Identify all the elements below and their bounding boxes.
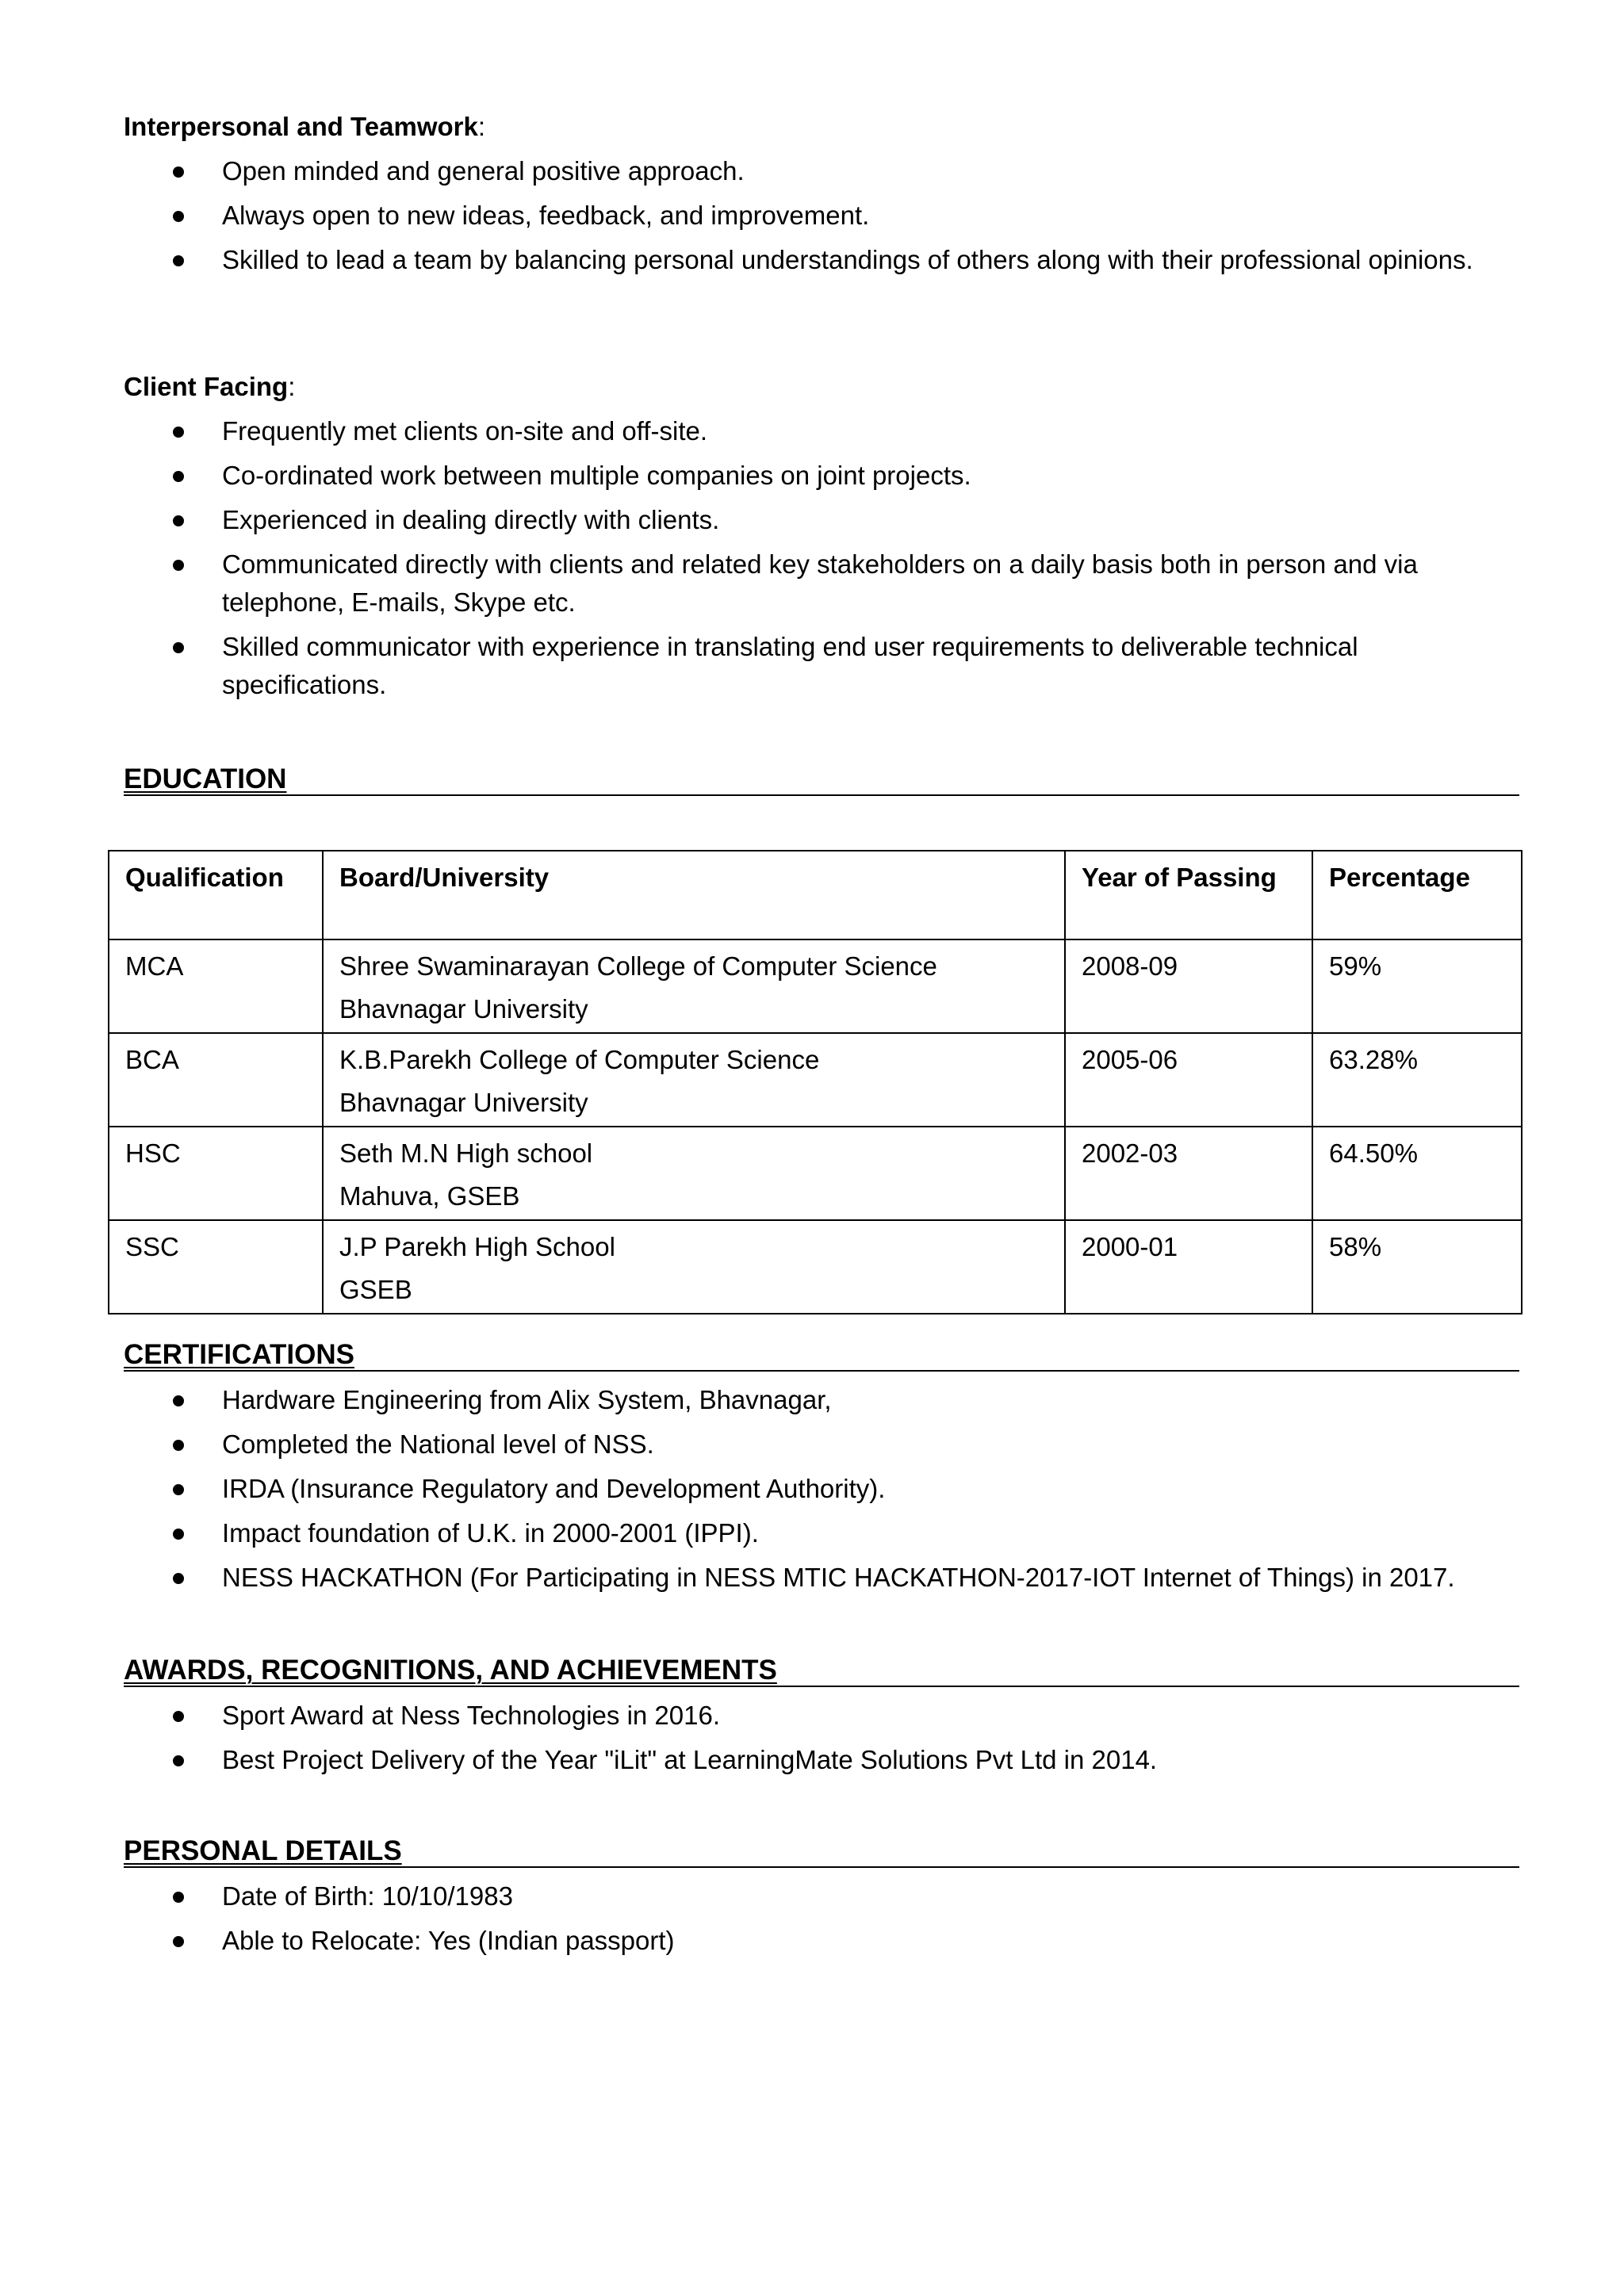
cell-qualification: SSC [109, 1220, 323, 1314]
cell-board-line1: K.B.Parekh College of Computer Science [339, 1045, 820, 1074]
awards-list [124, 1697, 1519, 1785]
cell-qualification: BCA [109, 1033, 323, 1127]
personal-section-title [124, 1831, 1519, 1868]
cell-percentage: 58% [1312, 1220, 1522, 1314]
list-item: IRDA (Insurance Regulatory and Development Authority). [124, 1470, 1519, 1508]
cell-board-line2: Bhavnagar University [339, 994, 588, 1024]
list-item: Able to Relocate: Yes (Indian passport) [124, 1922, 1519, 1960]
list-item: Communicated directly with clients and related key stakeholders on a daily basis both in person and via telephone, E-mails, Skype etc. [124, 545, 1519, 622]
client-facing-heading [124, 371, 295, 403]
cell-year: 2000-01 [1065, 1220, 1312, 1314]
list-item: Hardware Engineering from Alix System, Bhavnagar, [124, 1381, 1519, 1419]
cell-board-line1: Seth M.N High school [339, 1138, 593, 1168]
cell-year: 2008-09 [1065, 939, 1312, 1033]
cell-board-line2: GSEB [339, 1275, 412, 1304]
list-item: Completed the National level of NSS. [124, 1425, 1519, 1464]
header-board-university: Board/University [323, 851, 1065, 939]
header-year-of-passing: Year of Passing [1065, 851, 1312, 939]
list-item: Skilled communicator with experience in translating end user requirements to deliverable technical specifications. [124, 628, 1519, 704]
interpersonal-heading-text: Interpersonal and Teamwork [124, 112, 478, 141]
education-table [108, 850, 1522, 1314]
list-item: Open minded and general positive approach. [124, 152, 1519, 190]
list-item: Experienced in dealing directly with clients. [124, 501, 1519, 539]
interpersonal-heading-colon: : [477, 112, 486, 141]
cell-board-line1: J.P Parekh High School [339, 1232, 615, 1261]
personal-title-text: PERSONAL DETAILS [124, 1835, 402, 1866]
table-header-row [109, 851, 1522, 939]
cell-board-line2: Mahuva, GSEB [339, 1181, 520, 1211]
cell-board [323, 1220, 1065, 1314]
list-item: Co-ordinated work between multiple companies on joint projects. [124, 457, 1519, 495]
awards-title-text: AWARDS, RECOGNITIONS, AND ACHIEVEMENTS [124, 1655, 777, 1686]
cell-percentage: 63.28% [1312, 1033, 1522, 1127]
cell-year: 2005-06 [1065, 1033, 1312, 1127]
list-item: Skilled to lead a team by balancing personal understandings of others along with their professional opinions. [124, 241, 1519, 279]
cell-percentage: 59% [1312, 939, 1522, 1033]
list-item: Impact foundation of U.K. in 2000-2001 (IPPI). [124, 1514, 1519, 1552]
list-item: Best Project Delivery of the Year "iLit" at LearningMate Solutions Pvt Ltd in 2014. [124, 1741, 1519, 1779]
cell-board [323, 1033, 1065, 1127]
cell-board [323, 939, 1065, 1033]
header-percentage: Percentage [1312, 851, 1522, 939]
client-facing-list [124, 412, 1519, 710]
table-row [109, 1033, 1522, 1127]
cell-board [323, 1127, 1065, 1220]
list-item: NESS HACKATHON (For Participating in NESS MTIC HACKATHON-2017-IOT Internet of Things) in 2017. [124, 1559, 1519, 1597]
cell-qualification: MCA [109, 939, 323, 1033]
list-item: Date of Birth: 10/10/1983 [124, 1877, 1519, 1915]
certifications-title-text: CERTIFICATIONS [124, 1339, 355, 1370]
personal-list [124, 1877, 1519, 1966]
table-row [109, 1220, 1522, 1314]
client-facing-heading-text: Client Facing [124, 372, 289, 401]
list-item: Sport Award at Ness Technologies in 2016. [124, 1697, 1519, 1735]
cell-percentage: 64.50% [1312, 1127, 1522, 1220]
certifications-section-title [124, 1335, 1519, 1372]
cell-year: 2002-03 [1065, 1127, 1312, 1220]
list-item: Frequently met clients on-site and off-site. [124, 412, 1519, 450]
education-title-text: EDUCATION [124, 763, 287, 794]
cell-qualification: HSC [109, 1127, 323, 1220]
awards-section-title [124, 1651, 1519, 1687]
client-facing-heading-colon: : [288, 372, 296, 401]
table-row [109, 939, 1522, 1033]
header-qualification: Qualification [109, 851, 323, 939]
table-row [109, 1127, 1522, 1220]
cell-board-line2: Bhavnagar University [339, 1088, 588, 1117]
interpersonal-list [124, 152, 1519, 285]
interpersonal-heading [124, 111, 485, 143]
cell-board-line1: Shree Swaminarayan College of Computer Science [339, 951, 937, 981]
education-section-title [124, 760, 1519, 796]
certifications-list [124, 1381, 1519, 1603]
list-item: Always open to new ideas, feedback, and improvement. [124, 197, 1519, 235]
